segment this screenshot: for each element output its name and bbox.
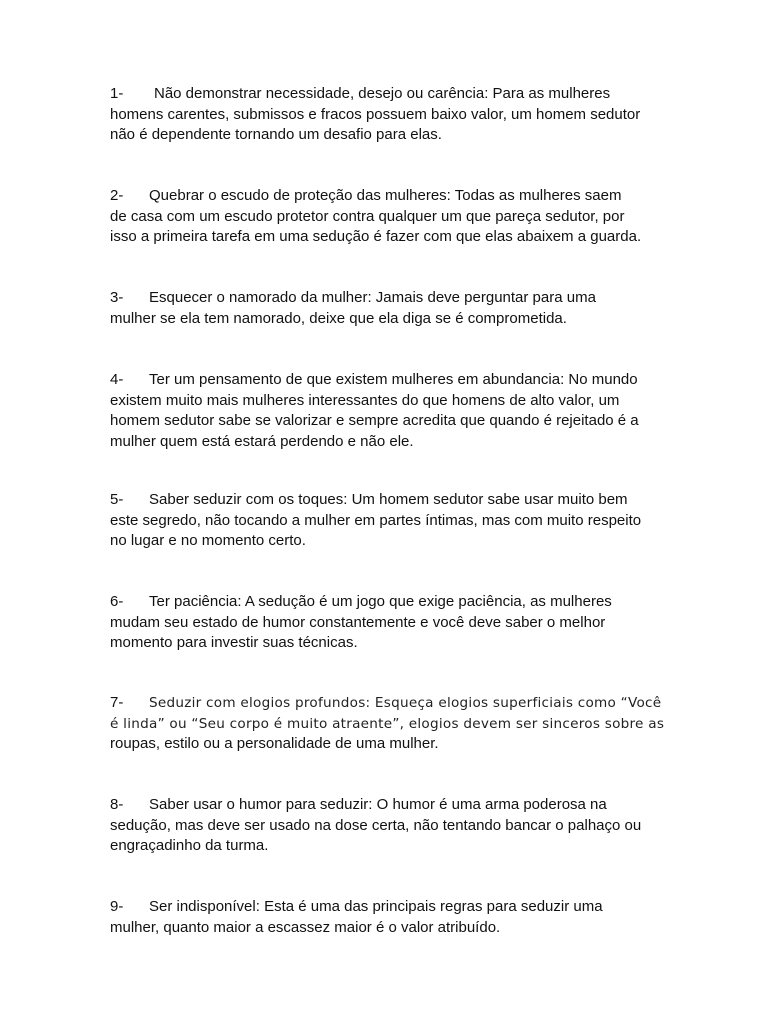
- item-text: Saber usar o humor para seduzir: O humor é uma arma poderosa na: [149, 796, 607, 813]
- item-line: [110, 370, 670, 391]
- item-number: 2-: [110, 187, 124, 204]
- item-line: mulher se ela tem namorado, deixe que ela diga se é comprometida.: [110, 309, 567, 327]
- item-line: é linda” ou “Seu corpo é muito atraente”, elogios devem ser sinceros sobre as: [110, 715, 665, 732]
- item-text: Ter paciência: A sedução é um jogo que exige paciência, as mulheres: [149, 593, 612, 610]
- item-line: [110, 897, 670, 918]
- item-line: [110, 84, 670, 105]
- item-line: existem muito mais mulheres interessantes do que homens de alto valor, um: [110, 391, 620, 409]
- list-item-6: [110, 592, 670, 654]
- item-line: este segredo, não tocando a mulher em partes íntimas, mas com muito respeito: [110, 511, 642, 529]
- item-line: [110, 288, 670, 309]
- item-line: homem sedutor sabe se valorizar e sempre acredita que quando é rejeitado é a: [110, 412, 639, 429]
- item-line: mudam seu estado de humor constantemente e você deve saber o melhor: [110, 613, 606, 631]
- list-item-8: [110, 795, 670, 857]
- item-number: 4-: [110, 371, 124, 388]
- item-number: 3-: [110, 289, 124, 306]
- list-item-5: [110, 490, 670, 552]
- item-line: momento para investir suas técnicas.: [110, 634, 358, 651]
- item-line: [110, 693, 670, 714]
- list-item-3: [110, 288, 670, 329]
- item-line: sedução, mas deve ser usado na dose certa, não tentando bancar o palhaço ou: [110, 816, 642, 834]
- item-number: 8-: [110, 796, 124, 813]
- item-line: [110, 186, 670, 207]
- item-number: 9-: [110, 898, 124, 915]
- item-number: 1-: [110, 85, 124, 102]
- item-text: Quebrar o escudo de proteção das mulheres: Todas as mulheres saem: [149, 187, 622, 204]
- list-item-9: [110, 897, 670, 938]
- item-line: [110, 795, 670, 816]
- item-line: [110, 592, 670, 613]
- item-text: Saber seduzir com os toques: Um homem sedutor sabe usar muito bem: [149, 491, 628, 508]
- list-item-7: [110, 693, 670, 755]
- item-number: 5-: [110, 491, 124, 508]
- item-text: Seduzir com elogios profundos: Esqueça elogios superficiais como “Você: [149, 695, 662, 711]
- item-line: mulher quem está estará perdendo e não ele.: [110, 432, 414, 450]
- list-item-2: [110, 186, 670, 248]
- item-text: Não demonstrar necessidade, desejo ou carência: Para as mulheres: [154, 85, 611, 102]
- item-number: 6-: [110, 593, 124, 610]
- item-line: engraçadinho da turma.: [110, 837, 269, 854]
- item-text: Ter um pensamento de que existem mulheres em abundancia: No mundo: [149, 371, 638, 388]
- item-text: Ser indisponível: Esta é uma das principais regras para seduzir uma: [149, 898, 603, 915]
- item-line: isso a primeira tarefa em uma sedução é fazer com que elas abaixem a guarda.: [110, 228, 642, 245]
- list-item-4: [110, 370, 670, 452]
- item-line: de casa com um escudo protetor contra qualquer um que pareça sedutor, por: [110, 207, 625, 225]
- list-item-1: [110, 84, 670, 146]
- item-line: homens carentes, submissos e fracos possuem baixo valor, um homem sedutor: [110, 105, 641, 123]
- item-number: 7-: [110, 694, 124, 711]
- item-line: roupas, estilo ou a personalidade de uma mulher.: [110, 735, 439, 752]
- item-line: não é dependente tornando um desafio para elas.: [110, 126, 442, 143]
- item-line: [110, 490, 670, 511]
- item-line: no lugar e no momento certo.: [110, 532, 306, 549]
- item-line: mulher, quanto maior a escassez maior é o valor atribuído.: [110, 918, 501, 936]
- item-text: Esquecer o namorado da mulher: Jamais deve perguntar para uma: [149, 289, 596, 306]
